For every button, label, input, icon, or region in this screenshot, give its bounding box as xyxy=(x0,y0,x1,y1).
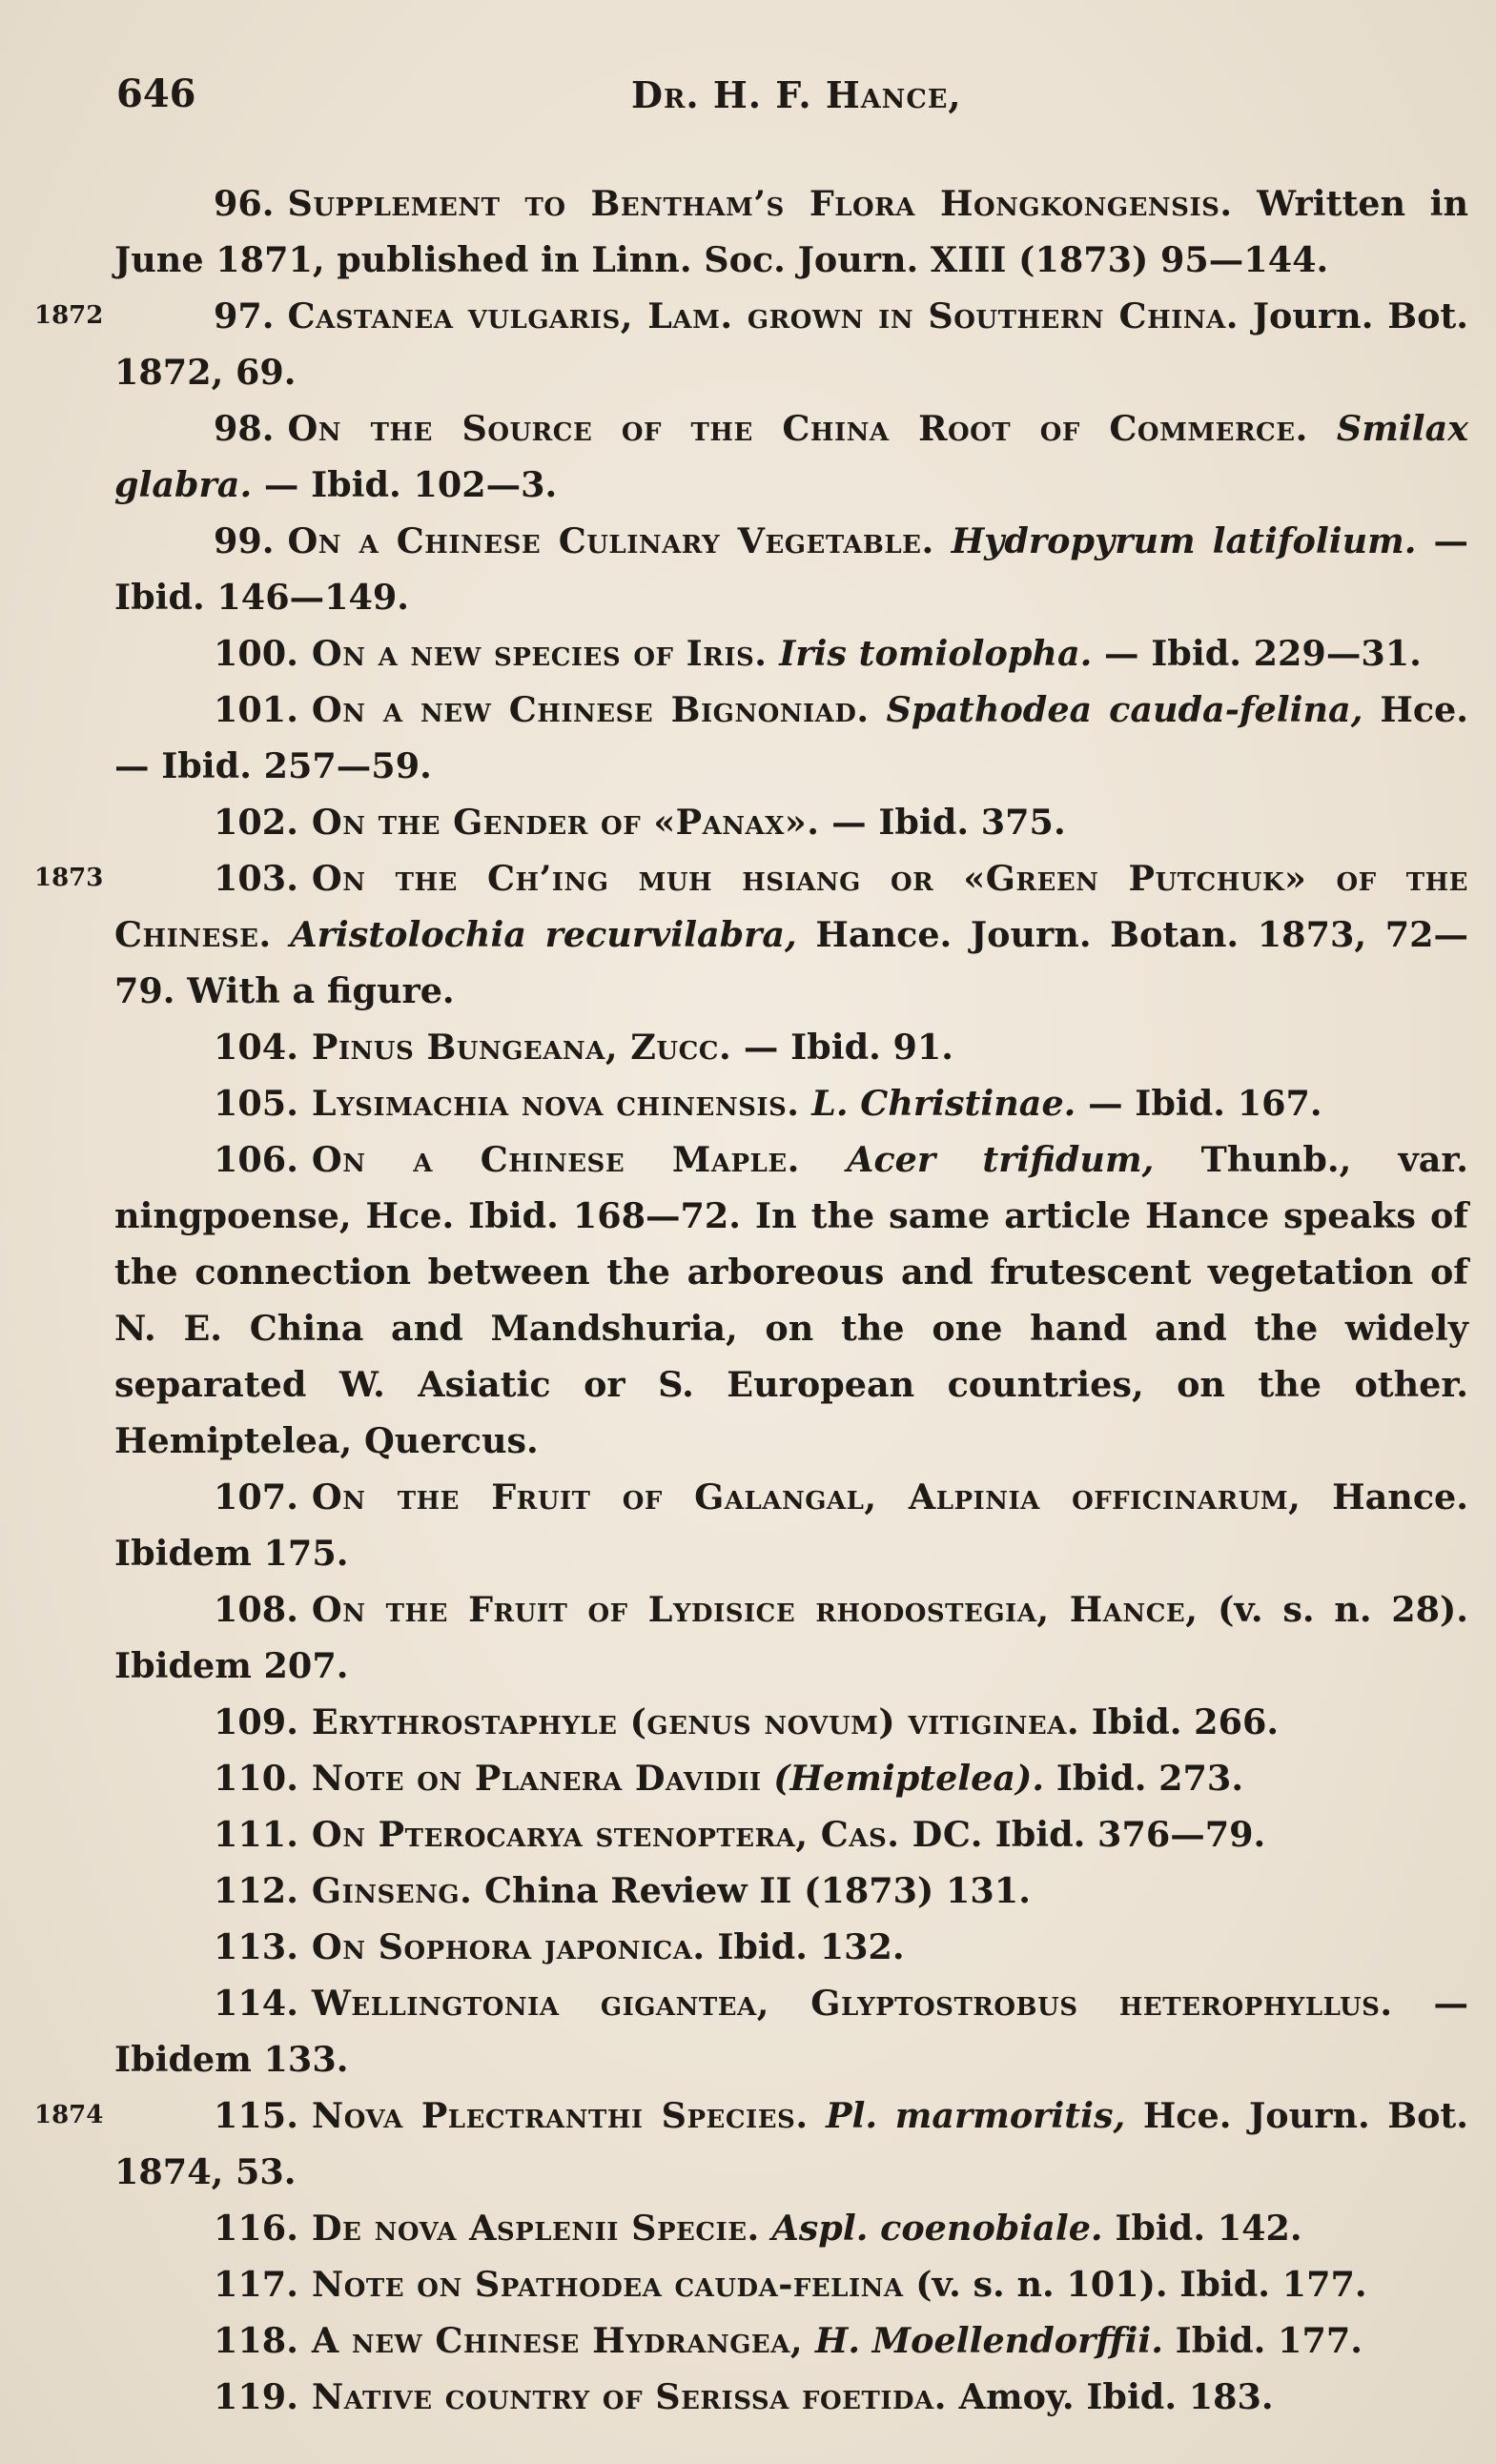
entry-number: 104. xyxy=(214,1027,298,1068)
bibliography-list xyxy=(34,175,1469,2425)
bibliography-entry xyxy=(114,2369,1468,2425)
entry-title: Note on Spathodea cauda-felina xyxy=(311,2264,904,2305)
entry-citation: Ibid. 266. xyxy=(1079,1701,1280,1742)
bibliography-entry xyxy=(114,1019,1468,1075)
bibliography-entry xyxy=(114,682,1468,794)
entry-species: Iris tomiolopha. xyxy=(767,633,1093,674)
bibliography-entry xyxy=(114,1131,1468,1469)
entry-citation: Hce. — Ibid. 257—59. xyxy=(114,689,1468,786)
entry-number: 112. xyxy=(214,1870,298,1911)
entry-citation: Ibid. 142. xyxy=(1102,2208,1302,2249)
bibliography-entry xyxy=(114,1581,1468,1694)
running-head: Dr. H. F. Hance, xyxy=(631,73,962,116)
entry-number: 101. xyxy=(214,689,298,730)
bibliography-entry xyxy=(114,1806,1468,1863)
entry-title: On Pterocarya stenoptera, Cas. DC. xyxy=(311,1814,983,1855)
margin-year: 1873 xyxy=(34,864,104,892)
entry-title: Nova Plectranthi Species. xyxy=(311,2095,809,2136)
bibliography-entry xyxy=(114,513,1468,625)
entry-number: 115. xyxy=(214,2095,298,2136)
entry-title: Pinus Bungeana, Zucc. xyxy=(311,1027,732,1068)
bibliography-entry xyxy=(114,625,1468,682)
entry-citation: Ibid. 132. xyxy=(705,1926,905,1967)
entry-number: 114. xyxy=(214,1983,298,2024)
bibliography-entry xyxy=(34,2087,1469,2200)
entry-citation: — Ibid. 375. xyxy=(819,802,1066,843)
bibliography-entry xyxy=(114,1075,1468,1131)
entry-species: Acer trifidum, xyxy=(799,1139,1155,1180)
entry-species: Aspl. coenobiale. xyxy=(759,2208,1103,2249)
entry-title: On the Fruit of Lydisice rhodostegia, Hance, xyxy=(311,1589,1199,1630)
entry-number: 110. xyxy=(214,1758,298,1799)
entry-title: Erythrostaphyle (genus novum) vitiginea. xyxy=(311,1701,1080,1742)
entry-number: 100. xyxy=(214,633,298,674)
bibliography-entry xyxy=(114,1919,1468,1975)
bibliography-entry xyxy=(114,2200,1468,2256)
entry-title: Wellingtonia gigantea, Glyptostrobus heterophyllus. xyxy=(311,1983,1393,2024)
page-header xyxy=(116,71,1401,129)
entry-species: Spathodea cauda-felina, xyxy=(869,689,1363,730)
entry-number: 102. xyxy=(214,802,298,843)
bibliography-entry xyxy=(114,2256,1468,2312)
entry-number: 99. xyxy=(214,520,275,561)
entry-citation: Written in June 1871, published in Linn. Soc. Journ. XIII (1873) 95—144. xyxy=(114,183,1468,280)
entry-citation: (v. s. n. 28). Ibidem 207. xyxy=(114,1589,1468,1686)
entry-citation: (v. s. n. 101). Ibid. 177. xyxy=(903,2264,1367,2305)
bibliography-entry xyxy=(114,2312,1468,2369)
entry-title: On the Fruit of Galangal, Alpinia officinarum, xyxy=(311,1476,1301,1517)
entry-citation: — Ibid. 167. xyxy=(1076,1083,1322,1124)
entry-citation: — Ibid. 91. xyxy=(731,1027,953,1068)
entry-title: On a Chinese Culinary Vegetable. xyxy=(287,520,934,561)
entry-citation: — Ibid. 229—31. xyxy=(1092,633,1422,674)
entry-species: Pl. marmoritis, xyxy=(808,2095,1126,2136)
bibliography-entry xyxy=(114,1863,1468,1919)
entry-number: 108. xyxy=(214,1589,298,1630)
entry-number: 107. xyxy=(214,1476,298,1517)
entry-number: 98. xyxy=(214,408,275,449)
entry-citation: China Review II (1873) 131. xyxy=(472,1870,1031,1911)
entry-number: 119. xyxy=(214,2376,298,2417)
entry-title: Lysimachia nova chinensis. xyxy=(311,1083,800,1124)
entry-number: 118. xyxy=(214,2320,298,2361)
entry-title: Castanea vulgaris, Lam. grown in Southern China. xyxy=(287,295,1239,336)
bibliography-entry xyxy=(34,850,1469,1019)
bibliography-entry xyxy=(34,288,1468,400)
entry-title: On the Gender of «Panax». xyxy=(311,802,820,843)
entry-species: Smilax glabra. xyxy=(114,408,1468,505)
entry-title: On the Ch’ing muh hsiang or «Green Putchuk» of the Chinese. xyxy=(114,858,1468,955)
bibliography-entry xyxy=(114,400,1468,513)
bibliography-entry xyxy=(114,1469,1468,1581)
entry-species: H. Moellendorffii. xyxy=(803,2320,1163,2361)
entry-title: On a Chinese Maple. xyxy=(311,1139,800,1180)
entry-citation: Ibid. 376—79. xyxy=(982,1814,1266,1855)
margin-year: 1874 xyxy=(34,2101,104,2129)
bibliography-entry xyxy=(114,794,1468,850)
entry-number: 105. xyxy=(214,1083,298,1124)
entry-number: 106. xyxy=(214,1139,298,1180)
bibliography-entry xyxy=(114,1694,1468,1750)
entry-species: L. Christinae. xyxy=(799,1083,1076,1124)
entry-title: On the Source of the China Root of Commerce. xyxy=(287,408,1308,449)
entry-title: Native country of Serissa foetida. xyxy=(311,2376,947,2417)
entry-title: A new Chinese Hydrangea, xyxy=(311,2320,804,2361)
bibliography-entry xyxy=(114,175,1468,288)
entry-citation: Amoy. Ibid. 183. xyxy=(946,2376,1274,2417)
entry-citation: Ibid. 177. xyxy=(1162,2320,1363,2361)
entry-number: 96. xyxy=(214,183,275,224)
entry-number: 113. xyxy=(214,1926,298,1967)
entry-title: De nova Asplenii Specie. xyxy=(311,2208,760,2249)
entry-number: 103. xyxy=(214,858,298,899)
entry-title: Ginseng. xyxy=(311,1870,473,1911)
entry-number: 97. xyxy=(214,295,275,336)
entry-citation: Thunb., var. ningpoense, Hce. Ibid. 168—72. In the same article Hance speaks of the connection between the arboreous and frutescent vegetation of N. E. China and Mandshuria, on the one hand and the widely separated W. Asiatic or S. European countries, on the other. Hemiptelea, Quercus. xyxy=(114,1139,1469,1461)
entry-species: Aristolochia recurvilabra, xyxy=(271,914,797,955)
entry-citation: — Ibid. 102—3. xyxy=(252,464,558,505)
entry-number: 109. xyxy=(214,1701,298,1742)
entry-citation: — Ibid. 146—149. xyxy=(114,520,1468,618)
entry-citation: — Ibidem 133. xyxy=(114,1983,1468,2080)
entry-citation: Hance. Journ. Botan. 1873, 72—79. With a figure. xyxy=(114,914,1469,1011)
entry-title: On a new Chinese Bignoniad. xyxy=(311,689,870,730)
entry-citation: Journ. Bot. 1872, 69. xyxy=(114,295,1468,393)
entry-title: Note on Planera Davidii xyxy=(311,1758,762,1799)
bibliography-entry xyxy=(114,1975,1468,2087)
bibliography-entry xyxy=(114,1750,1468,1806)
margin-year: 1872 xyxy=(34,301,104,330)
entry-species: (Hemiptelea). xyxy=(761,1758,1045,1799)
entry-citation: Ibid. 273. xyxy=(1044,1758,1244,1799)
entry-citation: Hce. Journ. Bot. 1874, 53. xyxy=(114,2095,1469,2192)
page-number: 646 xyxy=(116,71,196,116)
entry-title: On a new species of Iris. xyxy=(311,633,768,674)
entry-number: 117. xyxy=(214,2264,298,2305)
entry-number: 111. xyxy=(214,1814,298,1855)
entry-title: On Sophora japonica. xyxy=(311,1926,706,1967)
entry-citation: Hance. Ibidem 175. xyxy=(114,1476,1468,1574)
entry-title: Supplement to Bentham’s Flora Hongkongensis. xyxy=(287,183,1233,224)
entry-number: 116. xyxy=(214,2208,298,2249)
entry-species: Hydropyrum latifolium. xyxy=(933,520,1417,561)
